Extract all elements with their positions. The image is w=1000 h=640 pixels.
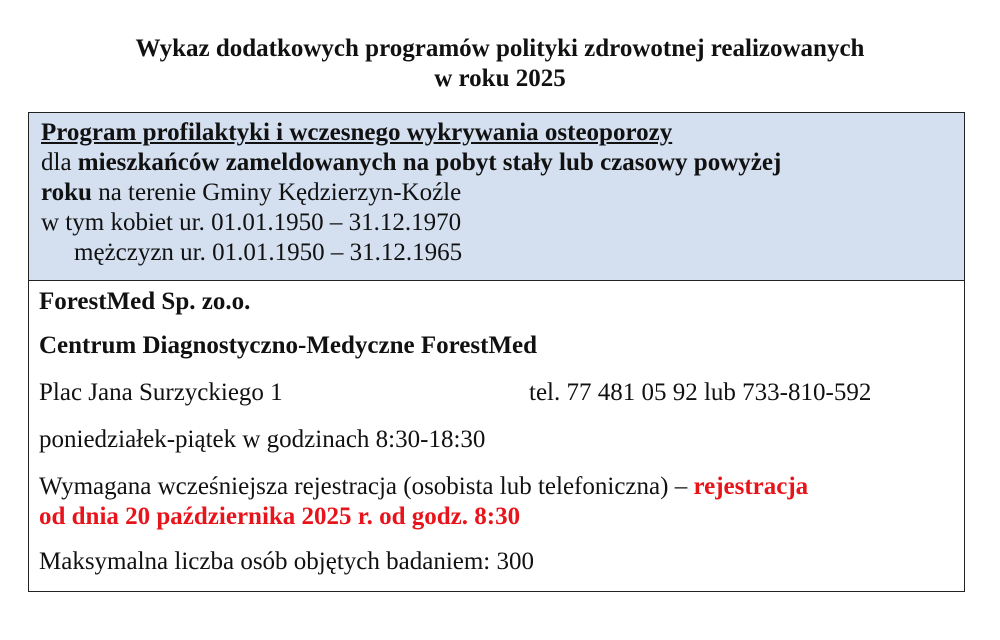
registration-highlight-1: rejestracja [693, 473, 809, 500]
provider-center-name: Centrum Diagnostyczno-Medyczne ForestMed [39, 332, 538, 359]
eligibility-prefix: dla [41, 149, 78, 176]
registration-highlight-2: od dnia 20 października 2025 r. od godz. 8:30 [39, 503, 521, 530]
document-title-line-1: Wykaz dodatkowych programów polityki zdrowotnej realizowanych [135, 35, 865, 62]
program-eligibility-line-2 [41, 178, 954, 208]
program-name: Program profilaktyki i wczesnego wykrywania osteoporozy [41, 119, 673, 146]
provider-company: ForestMed Sp. zo.o. [39, 288, 251, 315]
provider-max-participants: Maksymalna liczba osób objętych badaniem: 300 [39, 548, 535, 575]
document-title [0, 34, 1000, 94]
program-header-cell [29, 113, 964, 281]
provider-address-row [39, 378, 954, 408]
provider-address: Plac Jana Surzyckiego 1 [39, 379, 283, 406]
program-women-range: w tym kobiet ur. 01.01.1950 – 31.12.1970 [41, 209, 462, 236]
provider-registration [39, 472, 954, 532]
provider-cell [29, 281, 964, 591]
eligibility-bold-2: roku [41, 179, 92, 206]
eligibility-bold-1: mieszkańców zameldowanych na pobyt stały lub czasowy powyżej [77, 149, 782, 176]
document-title-line-2: w roku 2025 [434, 65, 566, 92]
program-eligibility-line-1 [41, 148, 954, 178]
eligibility-suffix: na terenie Gminy Kędzierzyn-Koźle [91, 179, 462, 206]
registration-text: Wymagana wcześniejsza rejestracja (osobista lub telefoniczna) – [39, 473, 694, 500]
program-men-range: mężczyzn ur. 01.01.1950 – 31.12.1965 [74, 239, 463, 266]
program-table [28, 112, 965, 592]
provider-hours: poniedziałek-piątek w godzinach 8:30-18:30 [39, 426, 486, 453]
provider-phone: tel. 77 481 05 92 lub 733-810-592 [529, 379, 872, 406]
